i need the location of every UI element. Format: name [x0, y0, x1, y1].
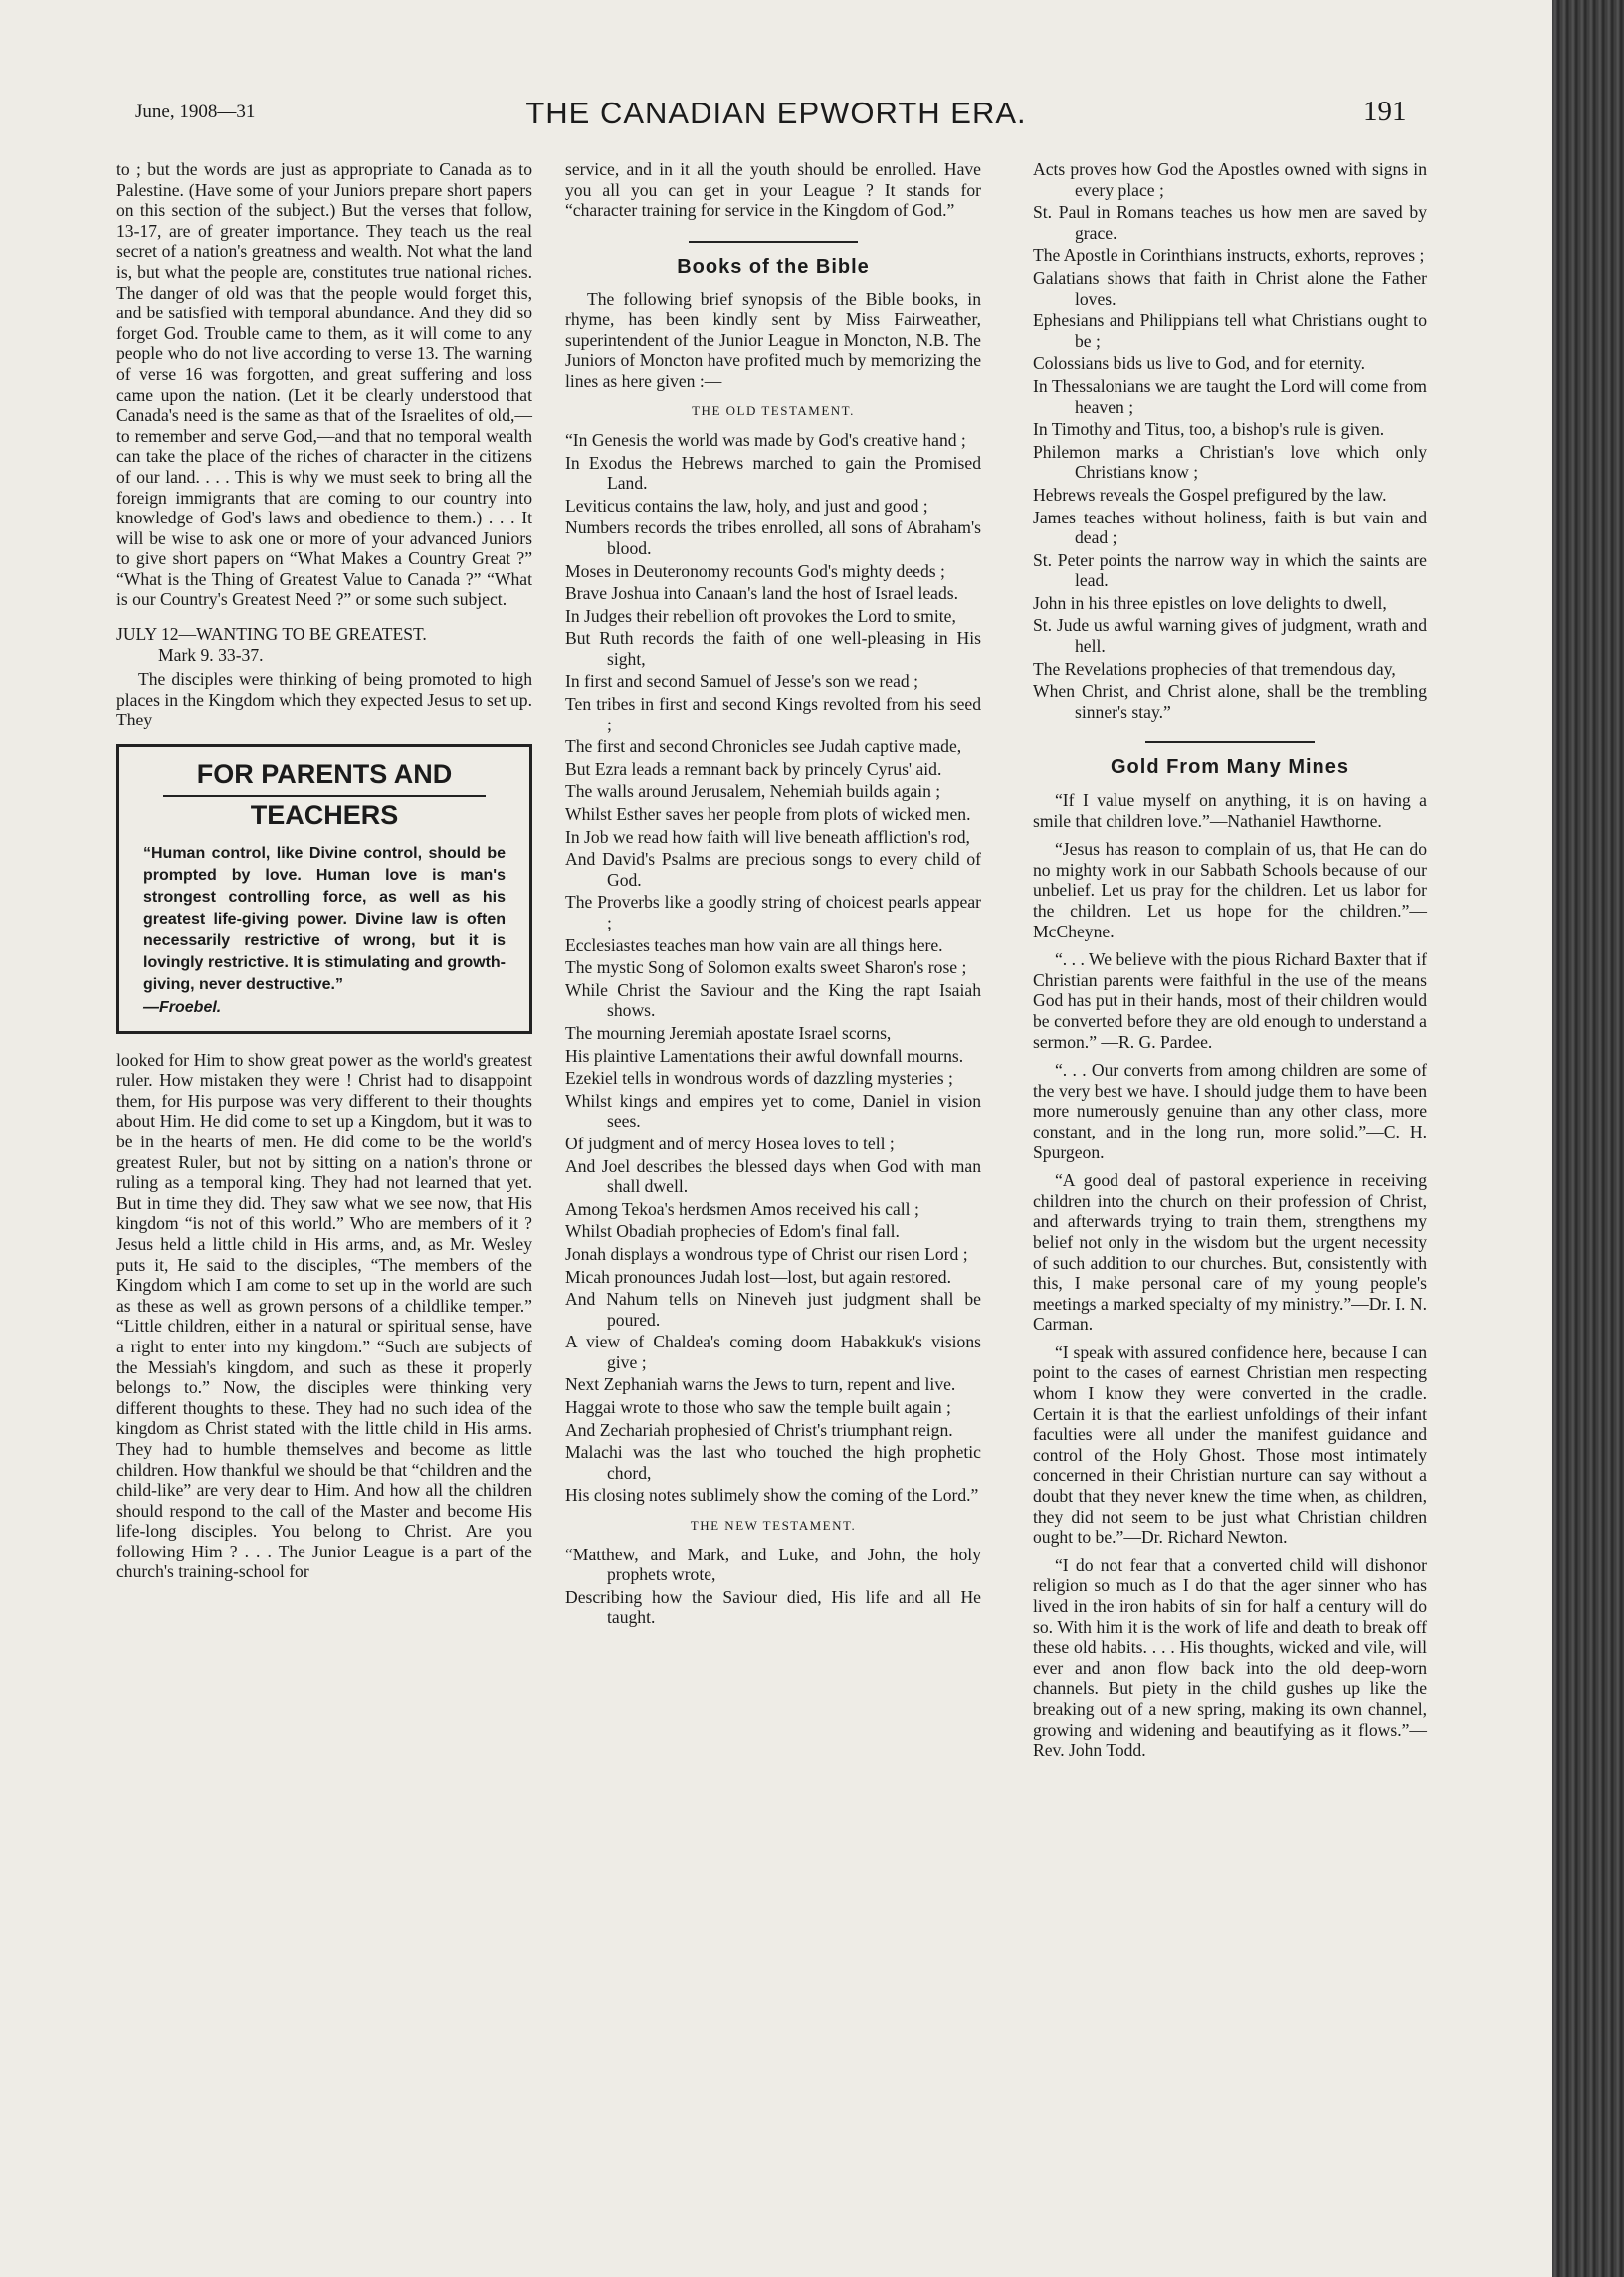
lesson-reference: Mark 9. 33-37.	[158, 644, 264, 665]
poem-new-testament	[565, 1545, 981, 1628]
poem-line: Next Zephaniah warns the Jews to turn, repent and live.	[565, 1374, 956, 1395]
quote-paragraph: “A good deal of pastoral experience in receiving children into the church on their profession of Christ, and afterwards trying to train them, strengthens my belief not only in the wisdom but the urgent necessity of such addition to our churches. But, consistently with this, I make personal care of my young people's meetings a marked specialty of my ministry.”—Dr. I. N. Carman.	[1033, 1170, 1427, 1335]
poem-line: The mourning Jeremiah apostate Israel scorns,	[565, 1022, 892, 1043]
section-heading: Gold From Many Mines	[1110, 756, 1350, 779]
poem-line: Among Tekoa's herdsmen Amos received his call ;	[565, 1198, 919, 1219]
section-divider	[689, 241, 858, 243]
poem-line: Galatians shows that faith in Christ alone the Father loves.	[1033, 267, 1427, 309]
poem-line: “Matthew, and Mark, and Luke, and John, the holy prophets wrote,	[565, 1544, 981, 1585]
poem-line: The Revelations prophecies of that tremendous day,	[1033, 658, 1396, 679]
poem-line: “In Genesis the world was made by God's creative hand ;	[565, 429, 966, 450]
poem-line: Whilst Esther saves her people from plots of wicked men.	[565, 804, 971, 825]
paragraph: service, and in it all the youth should be enrolled. Have you all you can get in your League ? It stands for “character training for service in the Kingdom of God.”	[565, 159, 981, 221]
poem-line: Describing how the Saviour died, His life and all He taught.	[565, 1586, 981, 1628]
poem-line: Jonah displays a wondrous type of Christ our risen Lord ;	[565, 1243, 968, 1264]
quote-paragraph: “Jesus has reason to complain of us, that He can do no mighty work in our Sabbath Schools because of our unbelief. Let us pray for the children. Let us labor for the children. Let us hope for the children.”—McCheyne.	[1033, 839, 1427, 941]
box-attribution: —Froebel.	[143, 999, 222, 1017]
publication-title: THE CANADIAN EPWORTH ERA.	[525, 96, 1027, 130]
subsection-heading: THE NEW TESTAMENT.	[690, 1518, 857, 1534]
column-right	[1033, 159, 1427, 1768]
poem-line: In Judges their rebellion oft provokes the Lord to smite,	[565, 605, 956, 626]
poem-line: And Zechariah prophesied of Christ's triumphant reign.	[565, 1419, 953, 1440]
poem-line: In first and second Samuel of Jesse's son we read ;	[565, 671, 918, 692]
paragraph: looked for Him to show great power as the world's greatest ruler. How mistaken they were ! Christ had to disappoint them, for His purpose was very different to their thoughts about Him. He did come to set up a Kingdom, but it was to be in the hearts of men. He did come to be the world's greatest Ruler, but not by sitting on a nation's throne or ruling as a temporal king. They had not learned that yet. But in time they did. They saw what we see now, that His kingdom “is not of this world.” Who are members of it ? Jesus held a little child in His arms, and, as Mr. Wesley puts it, He said to the disciples, “The members of the Kingdom which I am come to set up in the world are such as these as well as grown persons of a childlike temper.” “Little children, either in a natural or spiritual sense, have a right to enter into my kingdom.” “Such are subjects of the Messiah's kingdom, and such as these it properly belongs to.” Now, the disciples were thinking very different thoughts to these. They had no such idea of the kingdom as Christ stated with the little child in His arms. They had to humble themselves and become as little children. How thankful we should be that “children and the child-like” are very dear to Him. And how all the children should respond to the call of the Master and become His life-long disciples. You belong to Christ. Are you following Him ? . . . The Junior League is a part of the church's training-school for	[116, 1049, 532, 1582]
quote-paragraph: “. . . Our converts from among children are some of the very best we have. I should judge them to have been more numerously genuine than any other class, more constant, and in the long run, more solid.”—C. H. Spurgeon.	[1033, 1060, 1427, 1162]
paragraph: The following brief synopsis of the Bible books, in rhyme, has been kindly sent by Miss Fairweather, superintendent of the Junior League in Moncton, N.B. The Juniors of Moncton have profited much by memorizing the lines as here given :—	[565, 289, 981, 391]
lesson-heading	[116, 624, 532, 665]
poem-line: Acts proves how God the Apostles owned with signs in every place ;	[1033, 159, 1427, 200]
poem-line: Brave Joshua into Canaan's land the host of Israel leads.	[565, 583, 959, 604]
poem-new-testament-cont	[1033, 159, 1427, 722]
paragraph: The disciples were thinking of being promoted to high places in the Kingdom which they expected Jesus to set up. They	[116, 669, 532, 730]
poem-old-testament	[565, 430, 981, 1506]
column-left	[116, 159, 532, 1590]
poem-line: And Nahum tells on Nineveh just judgment shall be poured.	[565, 1289, 981, 1330]
poem-line: Of judgment and of mercy Hosea loves to tell ;	[565, 1133, 895, 1153]
poem-line: The first and second Chronicles see Judah captive made,	[565, 736, 962, 757]
poem-line: His closing notes sublimely show the coming of the Lord.”	[565, 1485, 979, 1506]
poem-line: In Exodus the Hebrews marched to gain the Promised Land.	[565, 452, 981, 494]
poem-line: Moses in Deuteronomy recounts God's mighty deeds ;	[565, 560, 945, 581]
poem-line: The mystic Song of Solomon exalts sweet Sharon's rose ;	[565, 957, 967, 978]
quote-paragraph: “I speak with assured confidence here, because I can point to the cases of earnest Christian men respecting whom I know they were converted in the cradle. Certain it is that the earliest unfoldings of their infant faculties were all under the manifest guidance and control of the Holy Ghost. Those most intimately concerned in their Christian nurture can say without a doubt that they never knew the time when, as children, they did not seem to be just what Christian children ought to be.”—Dr. Richard Newton.	[1033, 1342, 1427, 1548]
poem-line: Leviticus contains the law, holy, and just and good ;	[565, 495, 928, 516]
poem-line: And Joel describes the blessed days when God with man shall dwell.	[565, 1155, 981, 1197]
poem-line: Malachi was the last who touched the high prophetic chord,	[565, 1442, 981, 1483]
poem-line: While Christ the Saviour and the King the rapt Isaiah shows.	[565, 979, 981, 1021]
lesson-title: JULY 12—WANTING TO BE GREATEST.	[116, 624, 427, 645]
book-binding	[1552, 0, 1624, 2277]
poem-line: Micah pronounces Judah lost—lost, but again restored.	[565, 1266, 951, 1287]
poem-line: James teaches without holiness, faith is but vain and dead ;	[1033, 507, 1427, 548]
poem-line: Whilst Obadiah prophecies of Edom's final fall.	[565, 1221, 900, 1242]
quote-paragraph: “I do not fear that a converted child will dishonor religion so much as I do that the ager sinner who has lived in the iron habits of sin for half a century will do so. With him it is the work of life and death to break off these old habits. . . . His thoughts, wicked and vile, will ever and anon flow back into the old deep-worn channels. But piety in the child gushes up like the breaking out of a new spring, making its own channel, growing and widening and beautifying as it flows.”—Rev. John Todd.	[1033, 1554, 1427, 1760]
column-middle	[565, 159, 981, 1630]
poem-line: St. Peter points the narrow way in which the saints are lead.	[1033, 549, 1427, 591]
poem-line: In Thessalonians we are taught the Lord will come from heaven ;	[1033, 375, 1427, 417]
poem-line: Ezekiel tells in wondrous words of dazzling mysteries ;	[565, 1068, 953, 1089]
poem-line: But Ezra leads a remnant back by princely Cyrus' aid.	[565, 758, 942, 779]
section-heading: Books of the Bible	[677, 255, 870, 278]
poem-line: Ephesians and Philippians tell what Christians ought to be ;	[1033, 310, 1427, 351]
poem-line: Ten tribes in first and second Kings revolted from his seed ;	[565, 694, 981, 734]
issue-date: June, 1908—31	[135, 102, 256, 122]
poem-line: The Apostle in Corinthians instructs, exhorts, reproves ;	[1033, 245, 1425, 266]
poem-line: The walls around Jerusalem, Nehemiah builds again ;	[565, 781, 941, 802]
poem-line: St. Paul in Romans teaches us how men are saved by grace.	[1033, 202, 1427, 243]
poem-line: Hebrews reveals the Gospel prefigured by the law.	[1033, 484, 1387, 505]
quote-paragraph: “If I value myself on anything, it is on having a smile that children love.”—Nathaniel Hawthorne.	[1033, 790, 1427, 831]
poem-line: And David's Psalms are precious songs to every child of God.	[565, 849, 981, 890]
poem-line: The Proverbs like a goodly string of choicest pearls appear ;	[565, 892, 981, 932]
poem-line: Colossians bids us live to God, and for eternity.	[1033, 353, 1366, 374]
box-title-line1: FOR PARENTS AND	[196, 759, 453, 790]
quote-paragraph: “. . . We believe with the pious Richard Baxter that if Christian parents were faithful in the use of the means God has put in their hands, most of their children would be converted before they are old enough to understand a sermon.” —R. G. Pardee.	[1033, 949, 1427, 1052]
poem-line: His plaintive Lamentations their awful downfall mourns.	[565, 1045, 964, 1066]
subsection-heading: THE OLD TESTAMENT.	[692, 403, 855, 419]
poem-line: John in his three epistles on love delights to dwell,	[1033, 592, 1387, 613]
page-number: 191	[1363, 96, 1407, 127]
box-quote: “Human control, like Divine control, should be prompted by love. Human love is man's strongest controlling force, as well as his greatest life-giving power. Divine law is often necessarily restrictive of wrong, but it is lovingly restrictive. It is stimulating and growth-giving, never destructive.”	[143, 845, 506, 994]
paragraph: to ; but the words are just as appropriate to Canada as to Palestine. (Have some of your Juniors prepare short papers on this section of the subject.) But the verses that follow, 13-17, are of greater importance. They teach us the real secret of a nation's greatness and wealth. Not what the land is, but what the people are, constitutes true national riches. The danger of old was that the people would forget this, and be satisfied with temporal abundance. And they did so forget God. Trouble came to them, as it will come to any people who do not live according to verse 13. The warning of verse 16 was forgotten, and great suffering and loss came upon the nation. (Let it be clearly understood that Canada's need is the same as that of the Israelites of old,—to remember and serve God,—and that no temporal wealth can take the place of the riches of character in the citizens of our land. . . . This is why we must seek to bring all the foreign immigrants that are coming to our country into knowledge of God's laws and obedience to them.) . . . It will be wise to ask one or more of your advanced Juniors to give short papers on “What Makes a Country Great ?” “What is the Thing of Greatest Value to Canada ?” “What is our Country's Greatest Need ?” or some such subject.	[116, 159, 532, 610]
page-header	[0, 96, 1552, 135]
poem-line: St. Jude us awful warning gives of judgment, wrath and hell.	[1033, 615, 1427, 657]
poem-line: Haggai wrote to those who saw the temple built again ;	[565, 1397, 951, 1418]
poem-line: A view of Chaldea's coming doom Habakkuk's visions give ;	[565, 1332, 981, 1372]
poem-line: But Ruth records the faith of one well-pleasing in His sight,	[565, 628, 981, 669]
box-title-line2: TEACHERS	[163, 795, 486, 833]
poem-line: Ecclesiastes teaches man how vain are all things here.	[565, 934, 943, 955]
section-divider	[1145, 741, 1315, 743]
poem-line: When Christ, and Christ alone, shall be the trembling sinner's stay.”	[1033, 681, 1427, 722]
poem-line: In Job we read how faith will live beneath affliction's rod,	[565, 826, 970, 847]
poem-line: In Timothy and Titus, too, a bishop's rule is given.	[1033, 419, 1385, 440]
poem-line: Philemon marks a Christian's love which only Christians know ;	[1033, 441, 1427, 483]
sidebar-box	[116, 744, 532, 1034]
poem-line: Whilst kings and empires yet to come, Daniel in vision sees.	[565, 1090, 981, 1132]
poem-line: Numbers records the tribes enrolled, all sons of Abraham's blood.	[565, 518, 981, 558]
